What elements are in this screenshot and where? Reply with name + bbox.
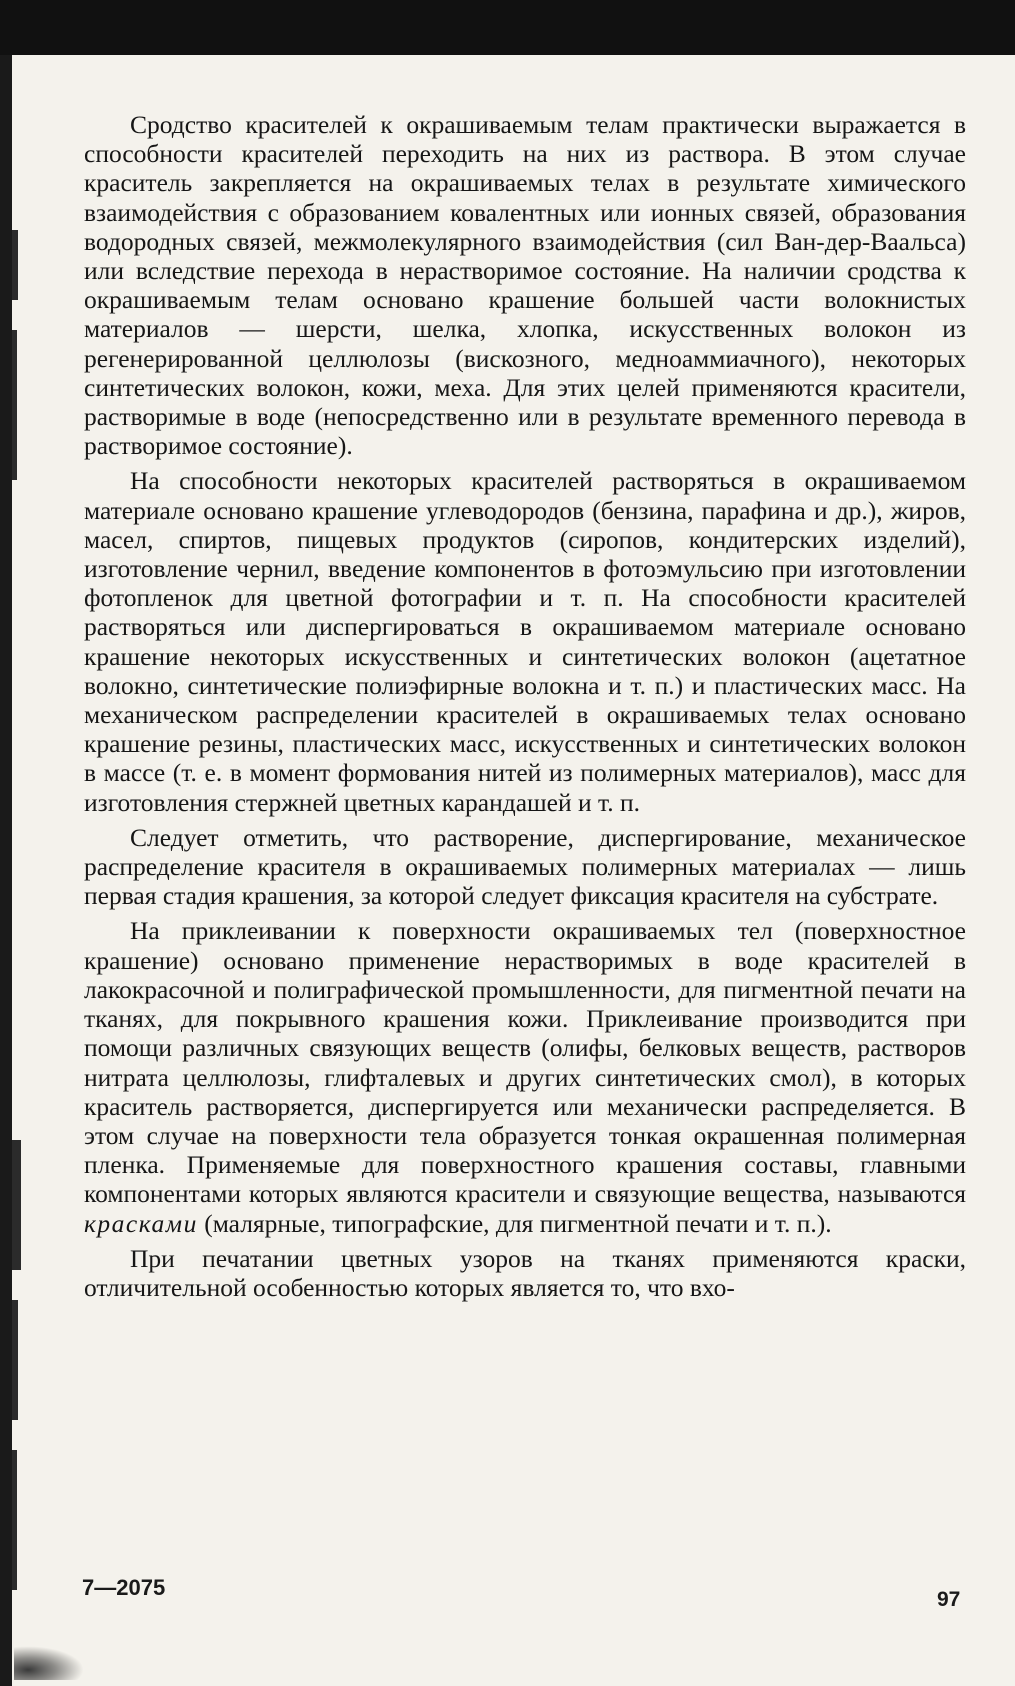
binding-mark <box>12 1140 21 1270</box>
paragraph-text: Сродство красителей к окрашиваемым телам практически выражается в способности красителей переходить на них из раствора. В этом случае краситель закрепляется на окрашиваемых телах в результате химического взаимодействия с образованием ковалентных или ионных связей, образования водородных связей, межмолекулярного взаимодействия (сил Ван-дер-Ваальса) или вследствие перехода в нерастворимое состояние. На наличии сродства к окрашиваемым телам основано крашение большей части волокнистых материалов — шерсти, шелка, хлопка, искусственных волокон из регенерированной целлюлозы (вискозного, медноаммиачного), некоторых синтетических волокон, кожи, меха. Для этих целей применяются красители, растворимые в воде (непосредственно или в результате временного перевода в растворимое состояние). <box>84 110 966 461</box>
printer-signature-mark: 7—2075 <box>82 1575 166 1600</box>
paragraph-text: Следует отметить, что растворение, диспергирование, механическое распределение красителя в окрашиваемых полимерных материалах — лишь первая стадия крашения, за которой следует фиксация красителя на субстрате. <box>84 822 966 911</box>
page-number: 97 <box>937 1588 961 1611</box>
scan-binding-edge <box>0 55 12 1686</box>
paragraph-text: (малярные, типографские, для пигментной печати и т. п.). <box>197 1208 832 1238</box>
italic-term: красками <box>84 1208 198 1238</box>
binding-mark <box>12 230 18 300</box>
paragraph-text: При печатании цветных узоров на тканях применяются краски, отличительной особенностью которых является то, что вхо- <box>84 1243 966 1302</box>
binding-mark <box>12 1300 18 1420</box>
paragraph <box>84 1244 966 1302</box>
paragraph-text: На приклеивании к поверхности окрашиваемых тел (поверхностное крашение) основано применение нерастворимых в воде красителей в лакокрасочной и полиграфической промышленности, для пигментной печати на тканях, для покрывного крашения кожи. Приклеивание производится при помощи различных связующих веществ (олифы, белковых веществ, растворов нитрата целлюлозы, глифталевых и других синтетических смол), в которых краситель растворяется, диспергируется или механически распределяется. В этом случае на поверхности тела образуется тонкая окрашенная полимерная пленка. Применяемые для поверхностного крашения составы, главными компонентами которых являются красители и связующие вещества, называются <box>84 916 966 1209</box>
paragraph <box>84 823 966 911</box>
scan-smudge <box>14 1646 84 1680</box>
paragraph-text: На способности некоторых красителей растворяться в окрашиваемом материале основано крашение углеводородов (бензина, парафина и др.), жиров, масел, спиртов, пищевых продуктов (сиропов, кондитерских изделий), изготовление чернил, введение компонентов в фотоэмульсию при изготовлении фотопленок для цветной фотографии и т. п. На способности красителей растворяться или диспергироваться в окрашиваемом материале основано крашение некоторых искусственных и синтетических волокон (ацетатное волокно, синтетические полиэфирные волокна и т. п.) и пластических масс. На механическом распределении красителей в окрашиваемых телах основано крашение резины, пластических масс, искусственных и синтетических волокон в массе (т. е. в момент формования нитей из полимерных материалов), масс для изготовления стержней цветных карандашей и т. п. <box>84 466 966 817</box>
binding-mark <box>12 330 17 480</box>
paragraph <box>84 466 966 816</box>
page-body <box>84 110 966 1308</box>
binding-mark <box>12 1450 17 1590</box>
scan-top-border <box>0 0 1015 55</box>
paragraph <box>84 110 966 460</box>
paragraph <box>84 916 966 1237</box>
